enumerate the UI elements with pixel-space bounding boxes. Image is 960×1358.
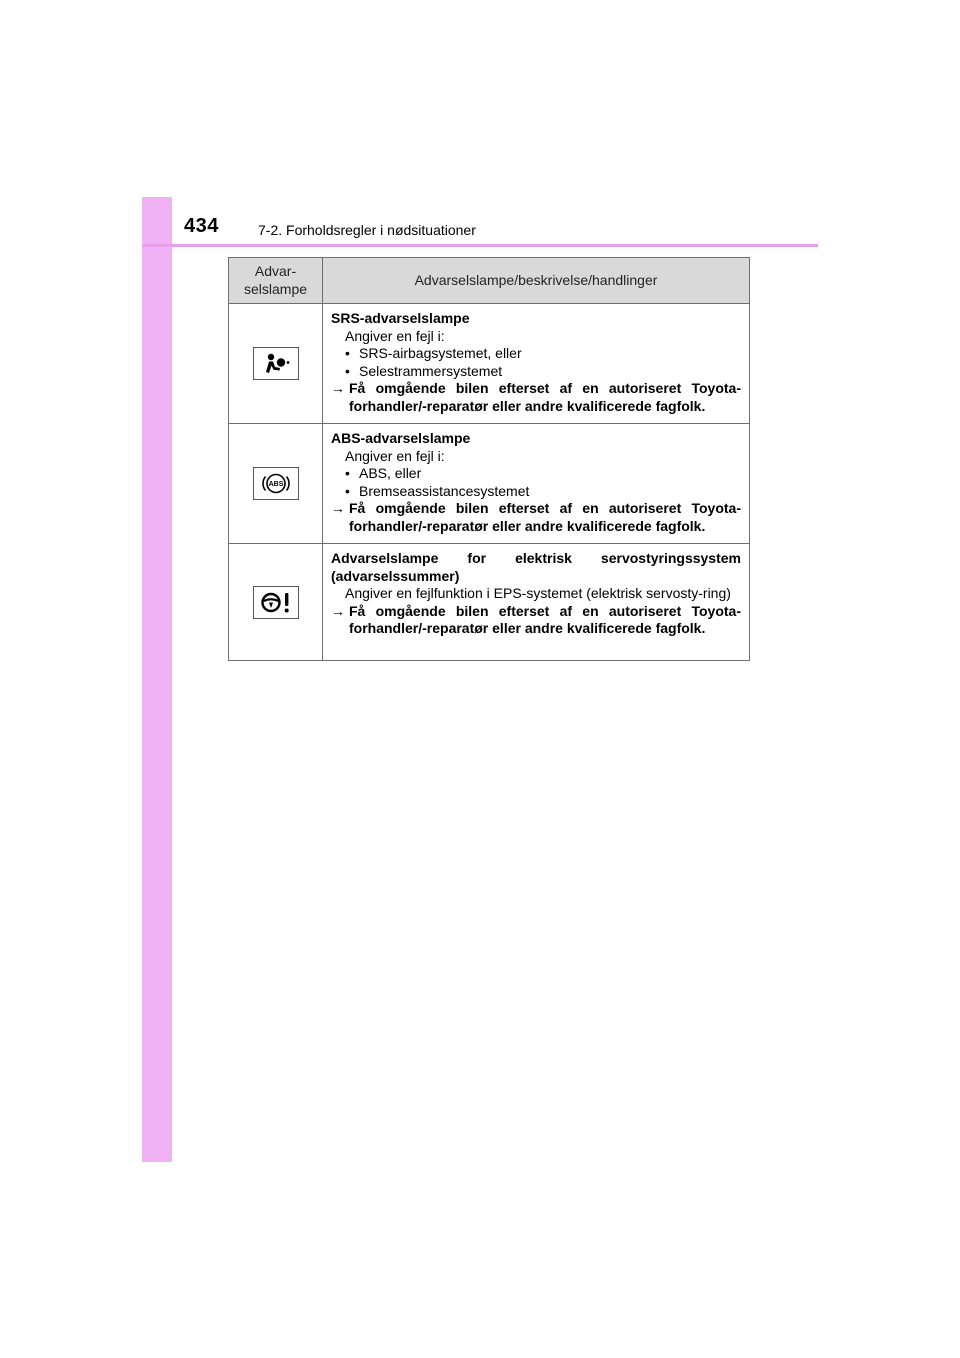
lamp-cell <box>229 304 323 424</box>
row-intro: Angiver en fejl i: <box>345 327 445 344</box>
row-title: ABS-advarselslampe <box>331 430 471 446</box>
action-text <box>331 380 741 415</box>
lamp-cell <box>229 544 323 661</box>
abs-warning-icon <box>253 467 299 500</box>
description-cell <box>323 544 750 661</box>
action-text-body: Få omgående bilen efterset af en autoriseret Toyota-forhandler/-reparatør eller andre kvalificerede fagfolk. <box>349 602 741 636</box>
side-tab <box>142 197 172 1162</box>
action-text <box>331 603 741 638</box>
warning-lamp-table <box>228 257 750 661</box>
col-header-description: Advarselslampe/beskrivelse/handlinger <box>323 258 750 304</box>
table-row <box>229 424 750 544</box>
action-text-body: Få omgående bilen efterset af en autoriseret Toyota-forhandler/-reparatør eller andre kvalificerede fagfolk. <box>349 380 741 414</box>
arrow-icon: → <box>331 380 345 396</box>
list-item <box>331 465 741 483</box>
table-row <box>229 544 750 661</box>
row-intro: Angiver en fejl i: <box>345 447 445 464</box>
col-header-lamp-text: Advar- selslampe <box>243 263 308 297</box>
page-number: 434 <box>184 215 219 237</box>
section-title: 7-2. Forholdsregler i nødsituationer <box>258 222 476 238</box>
list-item-text: Selestrammersystemet <box>359 362 503 379</box>
row-title: SRS-advarselslampe <box>331 310 470 326</box>
list-item-text: Bremseassistancesystemet <box>359 482 530 499</box>
arrow-icon: → <box>331 500 345 516</box>
airbag-warning-icon <box>253 347 299 380</box>
table-row <box>229 304 750 424</box>
list-item-text: SRS-airbagsystemet, eller <box>359 345 522 361</box>
row-intro: Angiver en fejlfunktion i EPS-systemet (elektrisk servosty-ring) <box>345 585 731 601</box>
list-item <box>331 363 741 381</box>
action-text <box>331 500 741 535</box>
arrow-icon: → <box>331 602 345 619</box>
action-text-body: Få omgående bilen efterset af en autoriseret Toyota-forhandler/-reparatør eller andre kvalificerede fagfolk. <box>349 500 741 534</box>
svg-text:ABS: ABS <box>268 481 283 488</box>
description-cell <box>323 424 750 544</box>
bullet-glyph: • <box>345 345 350 361</box>
header-rule <box>142 244 818 247</box>
power-steering-warning-icon <box>253 586 299 619</box>
bullet-glyph: • <box>345 482 350 499</box>
list-item <box>331 345 741 363</box>
row-title: Advarselslampe for elektrisk servostyringssystem (advarselssummer) <box>331 550 741 584</box>
list-item-text: ABS, eller <box>359 465 422 481</box>
bullet-glyph: • <box>345 465 350 481</box>
table-header-row <box>229 258 750 304</box>
col-header-lamp <box>229 258 323 304</box>
bullet-glyph: • <box>345 362 350 379</box>
lamp-cell <box>229 424 323 544</box>
description-cell <box>323 304 750 424</box>
list-item <box>331 483 741 501</box>
